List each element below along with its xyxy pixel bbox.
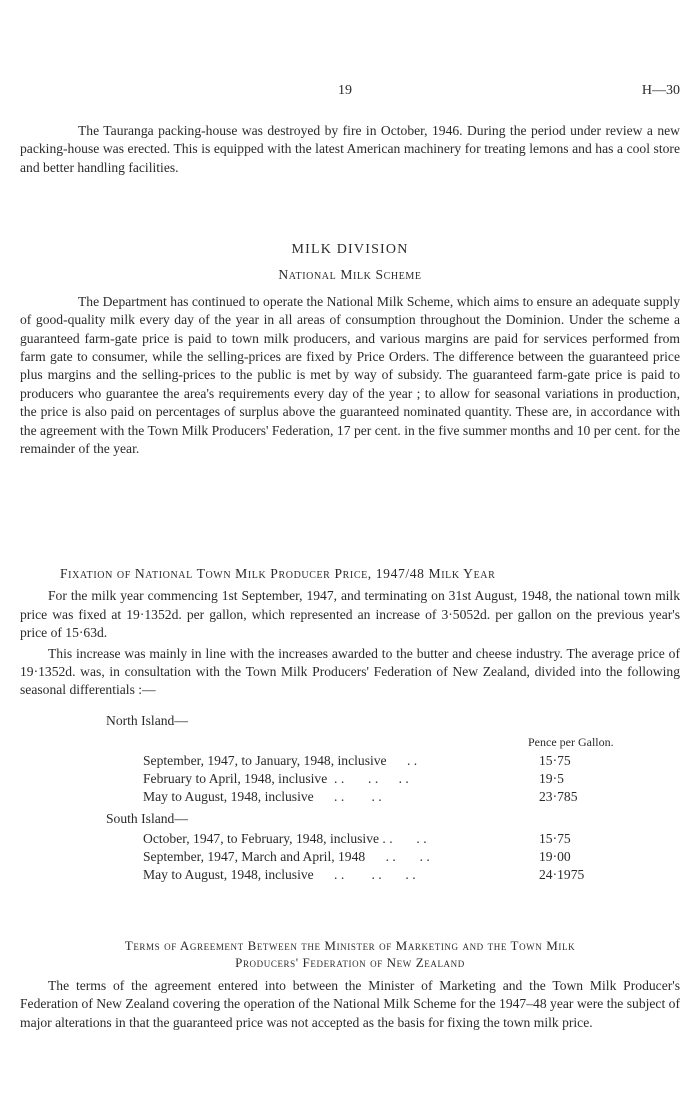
table-row [143, 866, 680, 884]
period-label: October, 1947, to February, 1948, inclusive . . . . [143, 831, 427, 846]
table-row [143, 788, 680, 806]
section-subtitle: National Milk Scheme [278, 267, 422, 283]
price-value: 19·00 [539, 849, 571, 864]
price-value: 15·75 [539, 753, 571, 768]
price-value: 19·5 [539, 771, 564, 786]
page-number: 19 [338, 83, 352, 98]
price-value: 24·1975 [539, 867, 585, 882]
period-label: September, 1947, to January, 1948, inclusive . . [143, 753, 418, 768]
fixation-paragraph-1: For the milk year commencing 1st September, 1947, and terminating on 31st August, 1948, the national town milk price was fixed at 19·1352d. per gallon, which represented an increase of 3·5052d. per gallon on the previous year's price of 15·63d. [20, 588, 680, 641]
table-row [143, 770, 680, 788]
price-value: 23·785 [539, 789, 578, 804]
terms-heading-line-2: Producers' Federation of New Zealand [235, 955, 465, 970]
terms-paragraph: The terms of the agreement entered into between the Minister of Marketing and the Town Milk Producer's Federation of New Zealand covering the operation of the National Milk Scheme for the 1947–48 year were the subject of major alterations in that the guaranteed price was not accepted as the basis for fixing the town milk price. [20, 978, 680, 1030]
division-title: MILK DIVISION [291, 242, 409, 257]
intro-section [20, 122, 680, 177]
terms-section [20, 937, 680, 1032]
period-label: May to August, 1948, inclusive . . . . . . [143, 867, 416, 882]
period-label: September, 1947, March and April, 1948 . . . . [143, 849, 430, 864]
column-header: Pence per Gallon. [528, 735, 614, 749]
period-label: February to April, 1948, inclusive . . . . . . [143, 771, 409, 786]
table-row [143, 848, 680, 866]
south-island-label: South Island— [106, 811, 188, 826]
table-row [143, 830, 680, 848]
table-row [143, 752, 680, 770]
fixation-paragraph-2: This increase was mainly in line with the increases awarded to the butter and cheese industry. The average price of 19·1352d. was, in consultation with the Town Milk Producers' Federation of New Zealand, divided into the following seasonal differentials :— [20, 645, 680, 698]
fixation-heading: Fixation of National Town Milk Producer Price, 1947/48 Milk Year [60, 566, 496, 581]
document-reference: H—30 [641, 83, 680, 98]
period-label: May to August, 1948, inclusive . . . . [143, 789, 382, 804]
north-island-label: North Island— [106, 713, 188, 728]
page-header [0, 82, 700, 102]
price-value: 15·75 [539, 831, 571, 846]
intro-paragraph: The Tauranga packing-house was destroyed by fire in October, 1946. During the period under review a new packing-house was erected. This is equipped with the latest American machinery for treating lemons and has a cool store and better handling facilities. [20, 123, 680, 175]
fixation-section [20, 565, 680, 700]
terms-heading-line-1: Terms of Agreement Between the Minister of Marketing and the Town Milk [124, 938, 576, 953]
milk-scheme-paragraph: The Department has continued to operate the National Milk Scheme, which aims to ensure an adequate supply of good-quality milk every day of the year in all areas of consumption throughout the Dominion. Under the scheme a guaranteed farm-gate price is paid to town milk producers, and various margins are paid for services performed from farm gate to consumer, while the selling-prices are fixed by Price Orders. The difference between the guaranteed price plus margins and the selling-prices to the public is met by way of subsidy. The guaranteed farm-gate price is paid to producers who guarantee the area's requirements every day of the year ; to allow for seasonal variations in production, the price is also paid on percentages of surplus above the guaranteed nominated quantity. These are, in accordance with the agreement with the Town Milk Producers' Federation, 17 per cent. in the five summer months and 10 per cent. for the remainder of the year. [20, 293, 680, 457]
milk-division-section [20, 241, 680, 458]
